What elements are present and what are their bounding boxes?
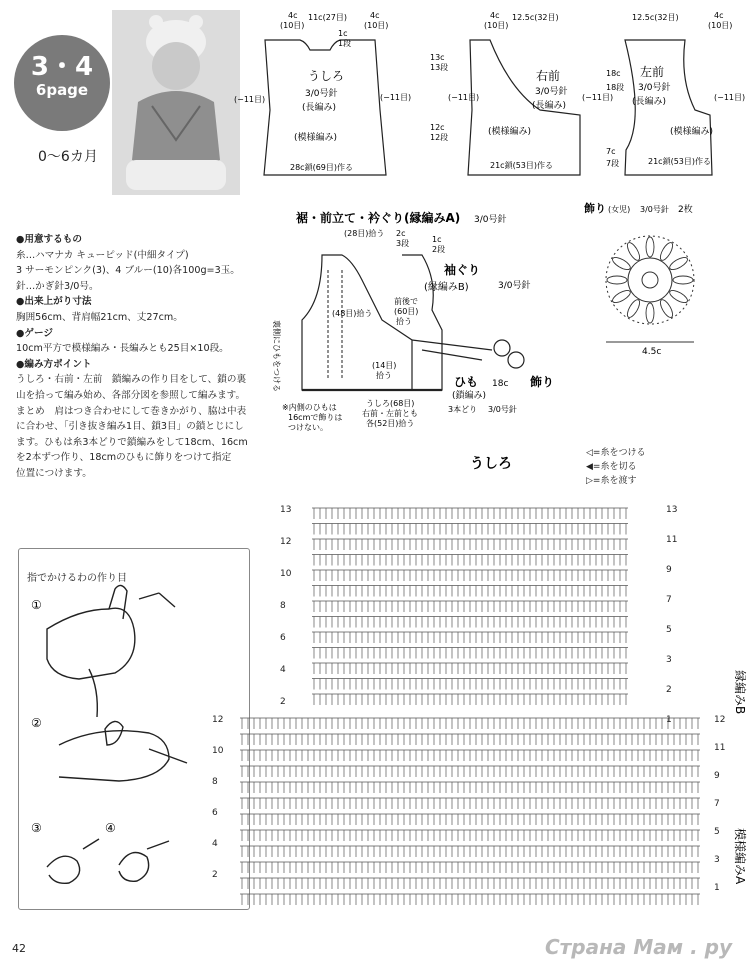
left-front-needle: 3/0号針 (638, 83, 671, 93)
back-dim-top-left: 4c (288, 11, 298, 20)
petal (668, 255, 689, 272)
petal (668, 288, 689, 305)
left-front-dim-top-right-st: (10目) (708, 21, 733, 30)
row-number: 11 (666, 535, 678, 545)
left-front-left-upper: 18c (606, 69, 621, 78)
info-line: 山を拾って編み始め、各部分図を参照して編みます。 (16, 389, 246, 401)
assembly-diagram (262, 200, 582, 440)
step-4-label: ④ (105, 821, 116, 835)
row-number: 12 (212, 715, 224, 725)
row-number: 4 (280, 665, 286, 675)
info-line: 位置につけます。 (16, 467, 92, 479)
row-number: 6 (212, 808, 218, 818)
left-front-left-upper-rows: 18段 (606, 83, 625, 92)
back-dim-top-right: 4c (370, 11, 380, 20)
assembly-label: 拾う (396, 317, 412, 326)
row-number: 9 (714, 771, 720, 781)
legend-item: ▷=糸を渡す (586, 476, 637, 486)
row-number: 10 (212, 746, 224, 756)
back-neck-rows: 1段 (338, 39, 352, 48)
edge-b-label: 縁編みB (733, 670, 747, 715)
left-front-dim-top-right: 4c (714, 11, 724, 20)
decoration-needle: 3/0号針 (640, 205, 669, 214)
petal (625, 241, 642, 262)
watermark: Страна Мам . ру (545, 935, 732, 959)
row-number: 1 (714, 883, 720, 893)
armhole-needle: 3/0号針 (498, 281, 531, 291)
assembly-label: 2段 (432, 245, 446, 254)
back-neck: 1c (338, 29, 348, 38)
right-front-needle: 3/0号針 (535, 87, 568, 97)
row-number: 7 (666, 595, 672, 605)
assembly-label: (60目) (394, 307, 419, 316)
row-number: 5 (666, 625, 672, 635)
back-dim-top-mid: 11c(27目) (308, 13, 347, 22)
right-front-side-right: (−11目) (582, 93, 614, 102)
assembly-needle: 3/0号針 (474, 215, 507, 225)
row-number: 2 (666, 685, 672, 695)
info-line: ● 用意するもの (16, 232, 278, 248)
decoration-count: 2枚 (678, 205, 693, 215)
assembly-label: 前後で (394, 297, 418, 306)
left-front-left-lower: 7c (606, 147, 616, 156)
info-line: 3 サーモンピンク(3)、4 ブルー(10)各100g=3玉。 (16, 265, 240, 277)
petal (625, 298, 642, 319)
decoration-sub: (女児) (608, 205, 631, 214)
tie-needle: 3/0号針 (488, 405, 517, 414)
assembly-label: 3段 (396, 239, 410, 248)
pattern-number: 3・4 (30, 52, 94, 82)
assembly-label: (28目)拾う (344, 229, 385, 238)
back-needle: 3/0号針 (305, 89, 338, 99)
assembly-label: 拾う (376, 371, 392, 380)
right-front-dim-top-left: 4c (490, 11, 500, 20)
left-front-left-lower-rows: 7段 (606, 159, 620, 168)
crochet-chart (200, 450, 751, 930)
assembly-label: 各(52目)拾う (366, 419, 415, 428)
decoration-size: 4.5c (642, 347, 662, 357)
right-front-cast-on: 21c鎖(53目)作る (490, 161, 553, 170)
left-front-title: 左前 (640, 65, 665, 79)
row-number: 13 (666, 505, 678, 515)
back-pattern: (模様編み) (294, 133, 338, 143)
petal (658, 298, 675, 319)
inner-tie-note: 裏側にひもをつける (272, 320, 281, 392)
row-number: 2 (280, 697, 286, 707)
assembly-label: うしろ(68目) (366, 399, 415, 408)
row-number: 8 (212, 777, 218, 787)
row-number: 1 (666, 715, 672, 725)
baby-photo (112, 10, 240, 195)
assembly-note: つけない。 (288, 423, 328, 432)
row-number: 4 (212, 839, 218, 849)
step-1-label: ① (31, 598, 42, 612)
info-line: ● ゲージ (16, 326, 278, 342)
page-number: 42 (12, 942, 26, 955)
pieces-schematic (234, 0, 751, 200)
tie-stitch: (鎖編み) (452, 391, 487, 401)
petal (611, 255, 632, 272)
info-line: に合わせ、「引き抜き編み1目、鎖3目」の鎖とじにし (16, 421, 244, 433)
tie-strands: 3本どり (448, 405, 478, 414)
info-line: 胸囲56cm、背肩幅21cm、丈27cm。 (16, 311, 183, 323)
row-number: 8 (280, 601, 286, 611)
left-front-dim-top-left: 12.5c(32目) (632, 13, 679, 22)
back-cast-on: 28c鎖(69目)作る (290, 163, 353, 172)
back-dim-top-left-st: (10目) (280, 21, 305, 30)
tie-length: 18c (492, 379, 509, 389)
assembly-title: 裾・前立て・衿ぐり(縁編みA) (296, 211, 461, 225)
right-front-title: 右前 (536, 69, 561, 83)
row-number: 6 (280, 633, 286, 643)
petal (673, 276, 693, 284)
info-line: 10cm平方で模様編み・長編みとも25目×10段。 (16, 343, 229, 355)
row-number: 10 (280, 569, 292, 579)
info-line: ます。ひもは糸3本どりで鎖編みをして18cm、16cm (16, 436, 248, 448)
petal (646, 303, 654, 323)
back-title: うしろ (308, 69, 345, 83)
back-side-left: (−11目) (234, 95, 266, 104)
left-front-pattern: (模様編み) (670, 127, 714, 137)
back-dim-top-right-st: (10目) (364, 21, 389, 30)
petal (611, 288, 632, 305)
left-front-cast-on: 21c鎖(53目)作る (648, 157, 711, 166)
page-reference: 6page (35, 81, 89, 99)
assembly-note: ※内側のひもは (282, 403, 337, 412)
step-2-label: ② (31, 716, 42, 730)
row-number: 3 (666, 655, 672, 665)
pattern-a-label: 模様編みA (733, 828, 747, 885)
materials-instructions (16, 232, 278, 482)
decoration-label: 飾り (530, 375, 555, 389)
armhole-stitch: (縁編みB) (424, 282, 469, 293)
right-front-side-left: (−11目) (448, 93, 480, 102)
left-front-stitch: (長編み) (632, 97, 667, 107)
assembly-label: (14目) (372, 361, 397, 370)
info-line: まとめ 肩はつき合わせにして巻きかがり、脇は中表 (16, 405, 247, 417)
right-front-pattern: (模様編み) (488, 127, 532, 137)
baby-illustration (112, 10, 240, 195)
ring-box-title: 指でかけるわの作り目 (27, 573, 127, 584)
back-right-upper: 13c (430, 53, 445, 62)
row-number: 7 (714, 799, 720, 809)
step-3-label: ③ (31, 821, 42, 835)
chart-title: うしろ (470, 456, 512, 472)
age-range: 0〜6カ月 (38, 149, 98, 165)
back-right-upper-rows: 13段 (430, 63, 449, 72)
legend-item: ◁=糸をつける (586, 448, 646, 458)
info-line: うしろ・右前・左前 鎖編みの作り目をして、鎖の裏 (16, 374, 247, 386)
row-number: 11 (714, 743, 726, 753)
row-number: 13 (280, 505, 292, 515)
back-side-right: (−11目) (380, 93, 412, 102)
petal (646, 237, 654, 257)
row-number: 12 (280, 537, 292, 547)
petal (658, 241, 675, 262)
petal (607, 276, 627, 284)
row-number: 12 (714, 715, 726, 725)
info-line: を2本ずつ作り、18cmのひもに飾りをつけて指定 (16, 452, 232, 464)
assembly-label: 2c (396, 229, 406, 238)
pattern-number-badge (14, 35, 110, 131)
assembly-note: 16cmで飾りは (288, 413, 343, 422)
info-line: 糸…ハマナカ キューピッド(中細タイプ) (16, 249, 189, 261)
assembly-label: (48目)拾う (332, 309, 373, 318)
legend-item: ◀=糸を切る (586, 462, 637, 472)
tie-title: ひも (454, 375, 479, 389)
right-front-dim-top-right: 12.5c(32目) (512, 13, 559, 22)
row-number: 3 (714, 855, 720, 865)
row-number: 5 (714, 827, 720, 837)
decoration-title: 飾り (584, 202, 606, 215)
left-front-outline (625, 40, 712, 175)
armhole-title: 袖ぐり (444, 263, 481, 277)
assembly-label: 1c (432, 235, 442, 244)
row-number: 2 (212, 870, 218, 880)
assembly-label: 右前・左前とも (362, 409, 418, 418)
decoration-motif (582, 198, 742, 358)
back-right-lower-rows: 12段 (430, 133, 449, 142)
info-line: ● 出来上がり寸法 (16, 294, 278, 310)
info-line: 針…かぎ針3/0号。 (16, 280, 99, 292)
left-front-side-left: (−11目) (714, 93, 746, 102)
right-front-dim-top-left-st: (10目) (484, 21, 509, 30)
back-stitch: (長編み) (302, 103, 337, 113)
info-line: ● 編み方ポイント (16, 357, 278, 373)
right-front-stitch: (長編み) (532, 101, 567, 111)
row-number: 9 (666, 565, 672, 575)
back-right-lower: 12c (430, 123, 445, 132)
